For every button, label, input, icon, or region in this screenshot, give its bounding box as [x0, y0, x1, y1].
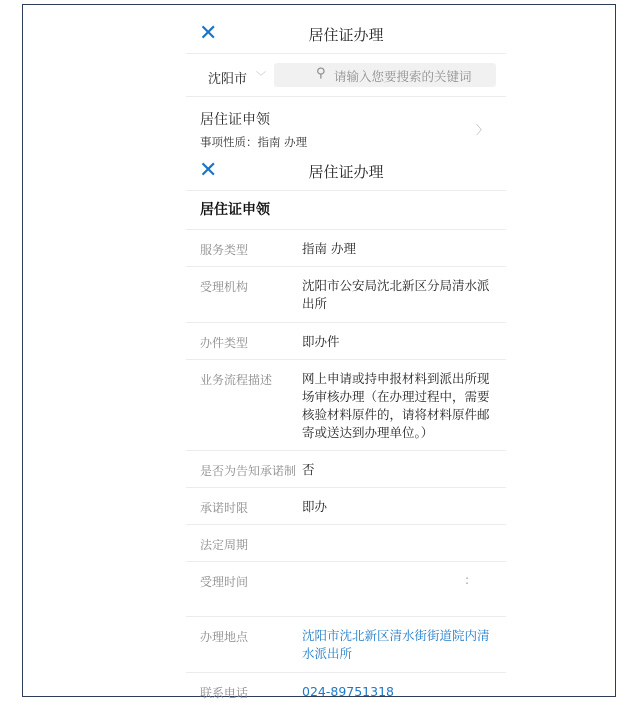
row-label: 联系电话 — [200, 686, 249, 700]
detail-row-accept-time — [186, 562, 506, 616]
search-icon: ⚲ — [316, 66, 326, 81]
row-label: 受理时间 — [200, 575, 249, 589]
top-bar — [186, 17, 506, 53]
result-title: 居住证申领 — [200, 112, 270, 128]
chevron-right-icon: 〉 — [475, 123, 488, 137]
detail-row-agency — [186, 267, 506, 322]
row-label: 受理机构 — [200, 280, 249, 294]
row-label: 是否为告知承诺制 — [200, 464, 297, 478]
detail-row-legal-period — [186, 525, 506, 561]
detail-row-service-type — [186, 230, 506, 266]
row-label: 服务类型 — [200, 243, 249, 257]
row-value: 指南 办理 — [302, 241, 356, 256]
page-title: 居住证办理 — [308, 26, 384, 44]
detail-row-case-type — [186, 323, 506, 359]
detail-row-phone — [186, 673, 506, 709]
row-value: 沈阳市公安局沈北新区分局清水派出所 — [302, 278, 490, 311]
phone-link[interactable]: 024-89751318 — [302, 684, 394, 699]
detail-row-location — [186, 617, 506, 672]
detail-row-commitment-system — [186, 451, 506, 487]
detail-row-time-limit — [186, 488, 506, 524]
row-value: 否 — [302, 462, 315, 477]
row-label: 办理地点 — [200, 630, 249, 644]
row-value: 即办 — [302, 499, 328, 514]
search-row — [186, 54, 506, 96]
row-value: 网上申请或持申报材料到派出所现场审核办理（在办理过程中，需要核验材料原件的，请将材料原件邮寄或送达到办理单位。） — [302, 371, 490, 440]
mobile-screen — [186, 17, 506, 709]
search-input[interactable] — [332, 65, 496, 87]
close-icon[interactable]: ✕ — [199, 21, 218, 46]
time-separator: : — [465, 573, 470, 587]
result-item[interactable] — [186, 97, 506, 154]
location-link[interactable]: 沈阳市沈北新区清水街街道院内清水派出所 — [302, 628, 490, 661]
search-box[interactable] — [274, 63, 496, 87]
city-selector[interactable]: 沈阳市 — [208, 72, 248, 87]
row-value: 即办件 — [302, 334, 340, 349]
row-label: 办件类型 — [200, 336, 249, 350]
row-label: 业务流程描述 — [200, 373, 273, 387]
result-subtitle: 事项性质：指南 办理 — [200, 135, 308, 149]
row-label: 承诺时限 — [200, 501, 249, 515]
row-label: 法定周期 — [200, 538, 249, 552]
close-icon[interactable]: ✕ — [199, 158, 218, 183]
detail-row-process — [186, 360, 506, 450]
page-title: 居住证办理 — [308, 163, 384, 181]
screenshot-frame — [22, 4, 616, 700]
top-bar-detail — [186, 154, 506, 190]
detail-title: 居住证申领 — [200, 202, 270, 218]
chevron-down-icon[interactable]: ﹀ — [256, 72, 266, 83]
